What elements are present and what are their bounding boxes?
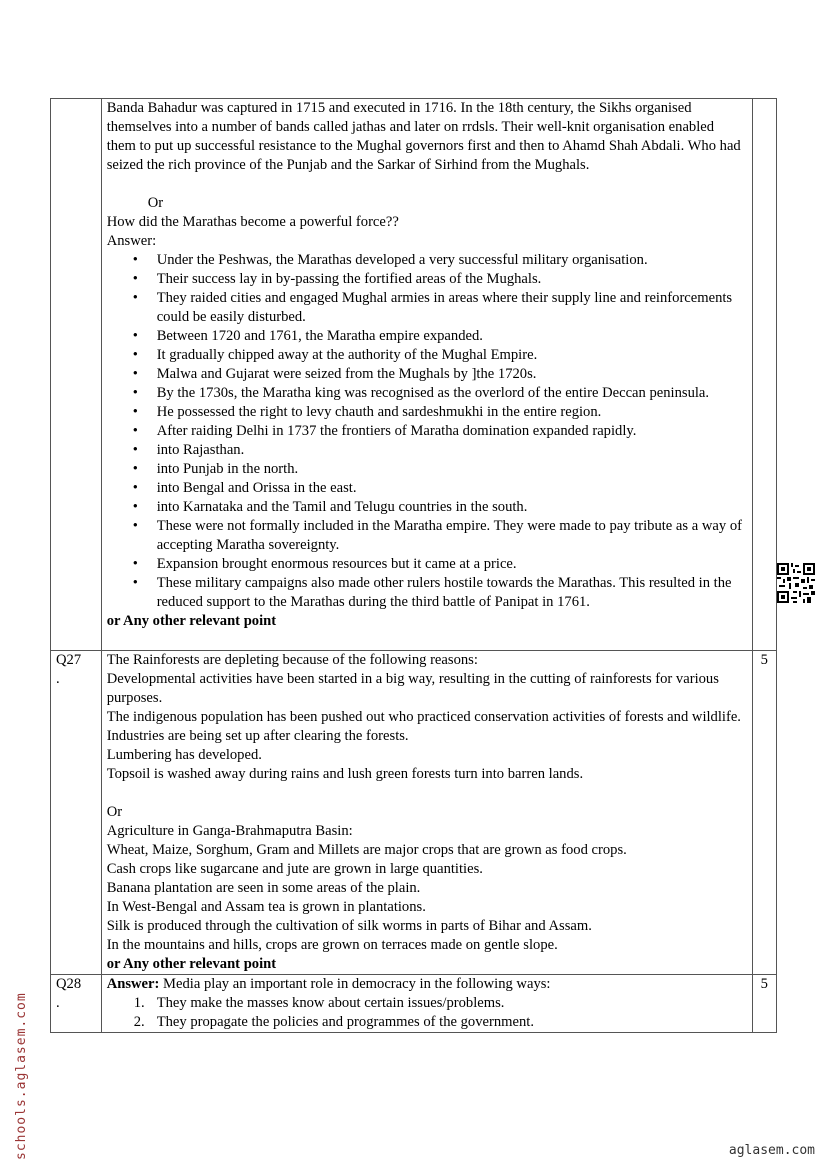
answer-line [107, 975, 747, 994]
item-number: 1. [133, 995, 145, 1011]
answer-label: Answer: [106, 976, 160, 992]
text-line: Banana plantation are seen in some areas of the plain. [106, 880, 421, 896]
answer-label: Answer: [106, 233, 157, 249]
table-row-q28 [51, 975, 777, 1033]
side-watermark: schools.aglasem.com [14, 992, 29, 1160]
question-number: Q28 . [56, 976, 82, 1011]
list-item: • into Karnataka and the Tamil and Telugu countries in the south. [157, 498, 747, 517]
question-text: How did the Marathas become a powerful force?? [106, 214, 399, 230]
answer-cell [101, 99, 752, 651]
answer-key-table [50, 98, 777, 1033]
text-line: The indigenous population has been pushed out who practiced conservation activities of forests and wildlife. [106, 709, 741, 725]
answer-cell [101, 975, 752, 1033]
list-item: • By the 1730s, the Maratha king was recognised as the overlord of the entire Deccan peninsula. [157, 384, 747, 403]
other-point-note: or Any other relevant point [106, 956, 277, 972]
rainforest-heading: The Rainforests are depleting because of the following reasons: [106, 652, 478, 668]
answer-text: Media play an important role in democracy in the following ways: [159, 976, 551, 992]
table-row-q27 [51, 651, 777, 975]
or-divider: Or [106, 804, 123, 820]
text-line: Topsoil is washed away during rains and lush green forests turn into barren lands. [106, 766, 584, 782]
item-text: They propagate the policies and programmes of the government. [156, 1014, 534, 1030]
list-item: • After raiding Delhi in 1737 the frontiers of Maratha domination expanded rapidly. [157, 422, 747, 441]
list-item: • into Rajasthan. [157, 441, 747, 460]
bottom-watermark: aglasem.com [728, 1143, 815, 1158]
item-number: 2. [133, 1014, 145, 1030]
item-text: They make the masses know about certain issues/problems. [156, 995, 505, 1011]
list-item: • These military campaigns also made other rulers hostile towards the Marathas. This resulted in the reduced support to the Marathas during the third battle of Panipat in 1761. [157, 574, 747, 612]
list-item: • It gradually chipped away at the authority of the Mughal Empire. [157, 346, 747, 365]
list-item: • into Punjab in the north. [157, 460, 747, 479]
question-number-cell [51, 975, 102, 1033]
list-item: • into Bengal and Orissa in the east. [157, 479, 747, 498]
marathas-bullet-list [107, 251, 747, 612]
list-item: • Malwa and Gujarat were seized from the Mughals by ]the 1720s. [157, 365, 747, 384]
list-item: • He possessed the right to levy chauth and sardeshmukhi in the entire region. [157, 403, 747, 422]
list-item: • Their success lay in by-passing the fortified areas of the Mughals. [157, 270, 747, 289]
marks-cell: 5 [752, 651, 776, 975]
list-item [133, 1013, 747, 1032]
list-item: • Expansion brought enormous resources but it came at a price. [157, 555, 747, 574]
text-line: Developmental activities have been started in a big way, resulting in the cutting of rainforests for various purposes. [106, 671, 719, 706]
text-line: In West-Bengal and Assam tea is grown in plantations. [106, 899, 426, 915]
text-line: Lumbering has developed. [106, 747, 262, 763]
media-numbered-list [107, 994, 747, 1032]
question-number-cell [51, 651, 102, 975]
qr-code-icon [777, 563, 815, 603]
question-number-cell [51, 99, 102, 651]
or-divider: Or [147, 195, 164, 211]
marks-cell: 5 [752, 975, 776, 1033]
marks-cell [752, 99, 776, 651]
list-item [133, 994, 747, 1013]
table-row-sikhs-marathas [51, 99, 777, 651]
text-line: Industries are being set up after clearing the forests. [106, 728, 409, 744]
text-line: Wheat, Maize, Sorghum, Gram and Millets are major crops that are grown as food crops. [106, 842, 627, 858]
intro-paragraph: Banda Bahadur was captured in 1715 and executed in 1716. In the 18th century, the Sikhs organised themselves into a number of bands called jathas and later on rrdsls. Their well-knit organisation enabled them to put up successful resistance to the Mughal governors first and then to Ahamd Shah Abdali. Who had seized the rich province of the Punjab and the Sarkar of Sirhind from the Mughals. [106, 100, 741, 173]
question-number: Q27 . [56, 652, 82, 687]
answer-cell [101, 651, 752, 975]
text-line: In the mountains and hills, crops are grown on terraces made on gentle slope. [106, 937, 558, 953]
text-line: Cash crops like sugarcane and jute are grown in large quantities. [106, 861, 483, 877]
agriculture-heading: Agriculture in Ganga-Brahmaputra Basin: [106, 823, 353, 839]
list-item: • Between 1720 and 1761, the Maratha empire expanded. [157, 327, 747, 346]
other-point-note: or Any other relevant point [106, 613, 277, 629]
list-item: • These were not formally included in the Maratha empire. They were made to pay tribute as a way of accepting Maratha sovereignty. [157, 517, 747, 555]
list-item: • They raided cities and engaged Mughal armies in areas where their supply line and reinforcements could be easily disturbed. [157, 289, 747, 327]
text-line: Silk is produced through the cultivation of silk worms in parts of Bihar and Assam. [106, 918, 592, 934]
list-item: • Under the Peshwas, the Marathas developed a very successful military organisation. [157, 251, 747, 270]
